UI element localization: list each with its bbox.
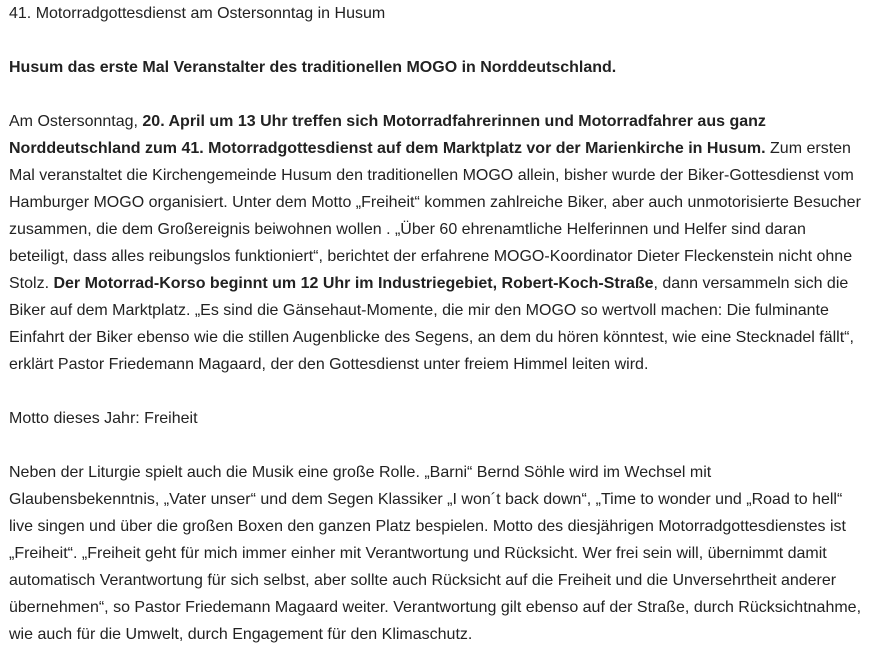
paragraph-1-bold-2: Der Motorrad-Korso beginnt um 12 Uhr im Industriegebiet, Robert-Koch-Straße bbox=[53, 275, 654, 292]
paragraph-2: Neben der Liturgie spielt auch die Musik eine große Rolle. „Barni“ Bernd Söhle wird im Wechsel mit Glaubensbekenntnis, „Vater unser“ und dem Segen Klassiker „I won´t back down“, „Time to wonder und „Road to hell“ live singen und über die großen Boxen den ganzen Platz bespielen. Motto des diesjährigen Motorradgottesdienstes ist „Freiheit“. „Freiheit geht für mich immer einher mit Verantwortung und Rücksicht. Wer frei sein will, übernimmt damit automatisch Verantwortung für sich selbst, aber sollte auch Rücksicht auf die Freiheit und die Unversehrtheit anderer übernehmen“, so Pastor Friedemann Magaard weiter. Verantwortung gilt ebenso auf der Straße, durch Rücksichtnahme, wie auch für die Umwelt, durch Engagement für den Klimaschutz. bbox=[9, 464, 862, 643]
paragraph-1-bold-1: 20. April um 13 Uhr treffen sich Motorradfahrerinnen und Motorradfahrer aus ganz Norddeutschland zum 41. Motorradgottesdienst auf dem Marktplatz vor der Marienkirche in Husum. bbox=[9, 113, 766, 157]
paragraph-1-text-1: Am Ostersonntag, bbox=[9, 113, 143, 130]
paragraph-1 bbox=[9, 108, 862, 378]
article-kicker: 41. Motorradgottesdienst am Ostersonntag in Husum bbox=[9, 5, 386, 22]
paragraph-1-text-3: , dann versammeln sich die Biker auf dem Marktplatz. „Es sind die Gänsehaut-Momente, die mir den MOGO so wertvoll machen: Die fulminante Einfahrt der Biker ebenso wie die stillen Augenblicke des Segens, an dem du hören könntest, wie eine Stecknadel fällt“, erklärt Pastor Friedemann Magaard, der den Gottesdienst unter freiem Himmel leiten wird. bbox=[9, 275, 854, 373]
paragraph-1-text-2: Zum ersten Mal veranstaltet die Kirchengemeinde Husum den traditionellen MOGO allein, bisher wurde der Biker-Gottesdienst vom Hamburger MOGO organisiert. Unter dem Motto „Freiheit“ kommen zahlreiche Biker, aber auch unmotorisierte Besucher zusammen, die dem Großereignis beiwohnen wollen . „Über 60 ehrenamtliche Helferinnen und Helfer sind daran beteiligt, dass alles reibungslos funktioniert“, berichtet der erfahrene MOGO-Koordinator Dieter Fleckenstein nicht ohne Stolz. bbox=[9, 140, 861, 292]
subheading: Motto dieses Jahr: Freiheit bbox=[9, 410, 198, 427]
article-headline: Husum das erste Mal Veranstalter des traditionellen MOGO in Norddeutschland. bbox=[9, 59, 617, 76]
